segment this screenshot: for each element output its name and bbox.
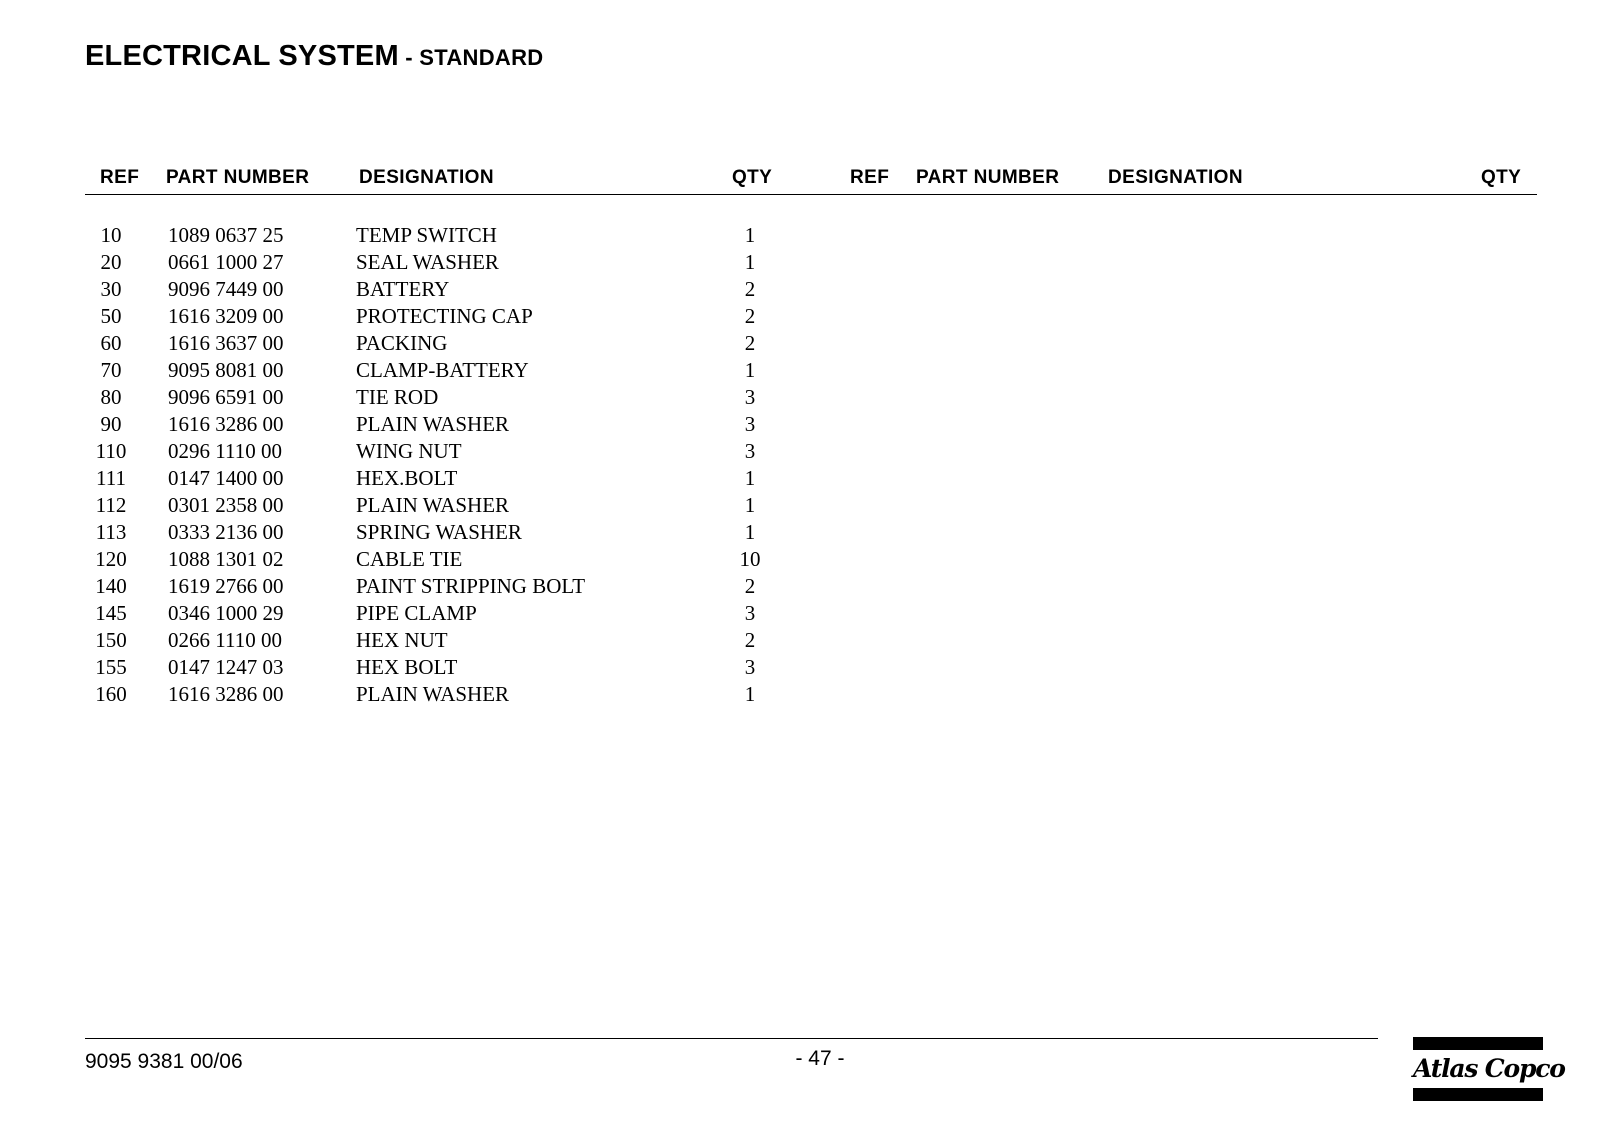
cell-ref: 20 (100, 250, 122, 274)
cell-designation: SEAL WASHER (356, 250, 499, 274)
cell-ref: 155 (95, 655, 127, 679)
cell-designation: CABLE TIE (356, 547, 463, 571)
atlas-copco-logo (1413, 1037, 1565, 1101)
table-row (0, 600, 800, 627)
cell-part-number: 9096 6591 00 (168, 385, 284, 409)
table-row (0, 654, 800, 681)
cell-part-number: 0333 2136 00 (168, 520, 284, 544)
cell-designation: BATTERY (356, 277, 450, 301)
cell-part-number: 1088 1301 02 (168, 547, 284, 571)
cell-part-number: 0346 1000 29 (168, 601, 284, 625)
cell-qty: 1 (744, 358, 756, 382)
table-row (0, 492, 800, 519)
cell-part-number: 9096 7449 00 (168, 277, 284, 301)
cell-designation: PLAIN WASHER (356, 412, 510, 436)
cell-ref: 112 (95, 493, 127, 517)
table-row (0, 276, 800, 303)
document-number: 9095 9381 00/06 (85, 1050, 243, 1073)
table-row (0, 573, 800, 600)
header-ref-left: REF (100, 167, 140, 188)
cell-ref: 50 (100, 304, 122, 328)
cell-part-number: 1619 2766 00 (168, 574, 284, 598)
cell-designation: SPRING WASHER (356, 520, 522, 544)
cell-ref: 140 (95, 574, 127, 598)
cell-part-number: 0147 1247 03 (168, 655, 284, 679)
cell-part-number: 0147 1400 00 (168, 466, 284, 490)
cell-ref: 10 (100, 223, 122, 247)
table-row (0, 411, 800, 438)
cell-designation: PLAIN WASHER (356, 493, 510, 517)
header-part-number-right: PART NUMBER (916, 167, 1060, 188)
table-row (0, 546, 800, 573)
logo-bar-bottom (1413, 1088, 1543, 1101)
cell-qty: 2 (744, 277, 756, 301)
cell-qty: 1 (744, 223, 756, 247)
cell-designation: HEX NUT (356, 628, 448, 652)
cell-qty: 3 (744, 385, 756, 409)
cell-designation: TIE ROD (356, 385, 439, 409)
cell-qty: 1 (744, 466, 756, 490)
cell-qty: 3 (744, 655, 756, 679)
table-row (0, 627, 800, 654)
cell-qty: 1 (744, 520, 756, 544)
cell-qty: 1 (744, 250, 756, 274)
cell-part-number: 1616 3286 00 (168, 682, 284, 706)
table-row (0, 438, 800, 465)
table-row (0, 330, 800, 357)
table-row (0, 465, 800, 492)
cell-ref: 120 (95, 547, 127, 571)
table-row (0, 357, 800, 384)
table-row (0, 519, 800, 546)
page-title (85, 40, 544, 73)
cell-designation: PAINT STRIPPING BOLT (356, 574, 586, 598)
cell-ref: 60 (100, 331, 122, 355)
cell-qty: 10 (739, 547, 761, 571)
cell-ref: 113 (95, 520, 127, 544)
cell-qty: 2 (744, 628, 756, 652)
cell-qty: 1 (744, 682, 756, 706)
table-row (0, 681, 800, 708)
parts-table (0, 222, 800, 708)
cell-qty: 1 (744, 493, 756, 517)
cell-ref: 150 (95, 628, 127, 652)
cell-ref: 145 (95, 601, 127, 625)
cell-designation: PIPE CLAMP (356, 601, 477, 625)
table-row (0, 249, 800, 276)
cell-ref: 70 (100, 358, 122, 382)
page-title-main: ELECTRICAL SYSTEM (85, 40, 399, 72)
cell-part-number: 0661 1000 27 (168, 250, 284, 274)
cell-qty: 2 (744, 574, 756, 598)
cell-ref: 111 (96, 466, 126, 490)
cell-part-number: 1089 0637 25 (168, 223, 284, 247)
cell-designation: HEX.BOLT (356, 466, 458, 490)
table-row (0, 303, 800, 330)
header-designation-left: DESIGNATION (359, 167, 494, 188)
cell-designation: PACKING (356, 331, 448, 355)
logo-bar-top (1413, 1037, 1543, 1050)
page-number: - 47 - (795, 1047, 845, 1070)
table-row (0, 384, 800, 411)
table-row (0, 222, 800, 249)
logo-wordmark: Atlas Copco (1413, 1054, 1565, 1083)
header-part-number-left: PART NUMBER (166, 167, 310, 188)
cell-ref: 90 (100, 412, 122, 436)
footer-divider (85, 1038, 1378, 1039)
cell-ref: 80 (100, 385, 122, 409)
cell-designation: CLAMP-BATTERY (356, 358, 529, 382)
header-designation-right: DESIGNATION (1108, 167, 1243, 188)
cell-ref: 30 (100, 277, 122, 301)
cell-qty: 2 (744, 331, 756, 355)
cell-part-number: 1616 3637 00 (168, 331, 284, 355)
cell-part-number: 0296 1110 00 (168, 439, 282, 463)
cell-part-number: 1616 3209 00 (168, 304, 284, 328)
cell-ref: 110 (95, 439, 127, 463)
cell-designation: HEX BOLT (356, 655, 458, 679)
header-qty-right: QTY (1481, 167, 1522, 188)
cell-designation: PROTECTING CAP (356, 304, 533, 328)
cell-part-number: 9095 8081 00 (168, 358, 284, 382)
cell-ref: 160 (95, 682, 127, 706)
cell-designation: PLAIN WASHER (356, 682, 510, 706)
cell-qty: 3 (744, 412, 756, 436)
cell-part-number: 0301 2358 00 (168, 493, 284, 517)
header-ref-right: REF (850, 167, 890, 188)
page-title-sub: - STANDARD (398, 45, 544, 70)
cell-qty: 3 (744, 439, 756, 463)
cell-qty: 3 (744, 601, 756, 625)
header-divider (85, 194, 1537, 195)
cell-designation: TEMP SWITCH (356, 223, 497, 247)
header-qty-left: QTY (732, 167, 773, 188)
cell-qty: 2 (744, 304, 756, 328)
cell-designation: WING NUT (356, 439, 462, 463)
cell-part-number: 1616 3286 00 (168, 412, 284, 436)
cell-part-number: 0266 1110 00 (168, 628, 282, 652)
